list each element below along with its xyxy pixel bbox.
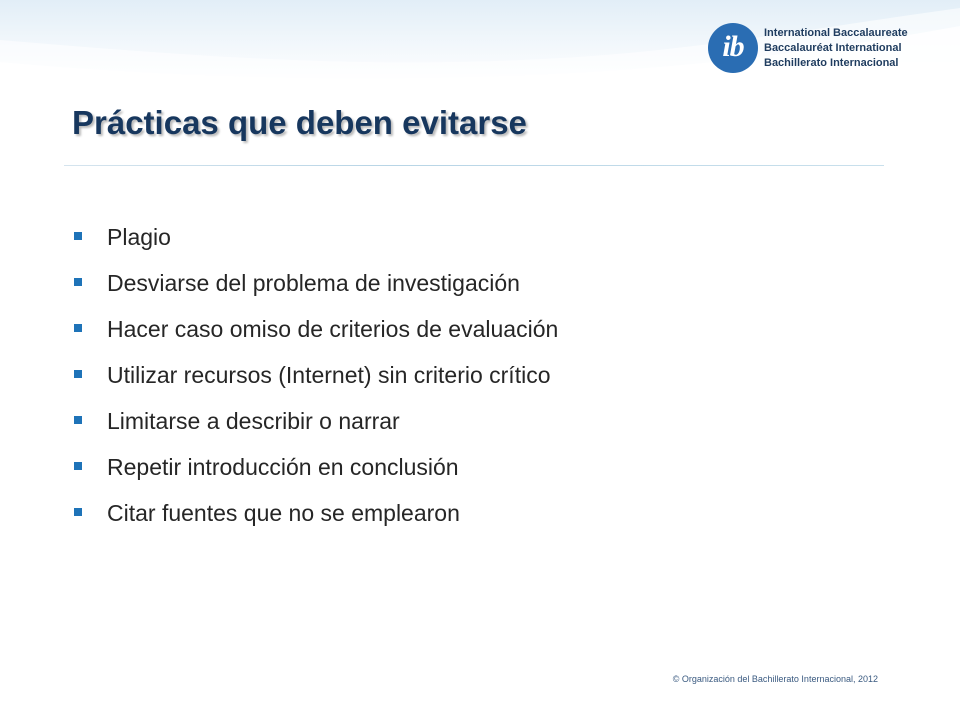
square-bullet-icon: [74, 232, 82, 240]
bullet-text: Hacer caso omiso de criterios de evaluación: [107, 316, 559, 342]
ib-logo-text: [764, 26, 908, 71]
bullet-text: Citar fuentes que no se emplearon: [107, 500, 460, 526]
bullet-item: [72, 306, 558, 352]
bullet-item: [72, 398, 558, 444]
title-divider: [64, 165, 884, 166]
square-bullet-icon: [74, 462, 82, 470]
copyright-footer: © Organización del Bachillerato Internacional, 2012: [672, 674, 878, 684]
bullet-item: [72, 352, 558, 398]
bullet-list: [72, 214, 558, 536]
bullet-text: Repetir introducción en conclusión: [107, 454, 459, 480]
bullet-item: [72, 490, 558, 536]
bullet-item: [72, 214, 558, 260]
bullet-item: [72, 444, 558, 490]
ib-logo: [708, 20, 908, 78]
bullet-item: [72, 260, 558, 306]
slide-title: Prácticas que deben evitarse: [72, 104, 527, 141]
square-bullet-icon: [74, 370, 82, 378]
ib-logo-mark: ib: [708, 23, 758, 73]
square-bullet-icon: [74, 278, 82, 286]
square-bullet-icon: [74, 416, 82, 424]
square-bullet-icon: [74, 324, 82, 332]
bullet-text: Utilizar recursos (Internet) sin criterio crítico: [107, 362, 551, 388]
logo-line-french: Baccalauréat International: [764, 42, 902, 54]
logo-line-spanish: Bachillerato Internacional: [764, 57, 899, 69]
header-banner: [0, 0, 960, 86]
bullet-text: Desviarse del problema de investigación: [107, 270, 520, 296]
bullet-text: Limitarse a describir o narrar: [107, 408, 400, 434]
logo-line-english: International Baccalaureate: [764, 27, 908, 39]
bullet-text: Plagio: [107, 224, 171, 250]
square-bullet-icon: [74, 508, 82, 516]
